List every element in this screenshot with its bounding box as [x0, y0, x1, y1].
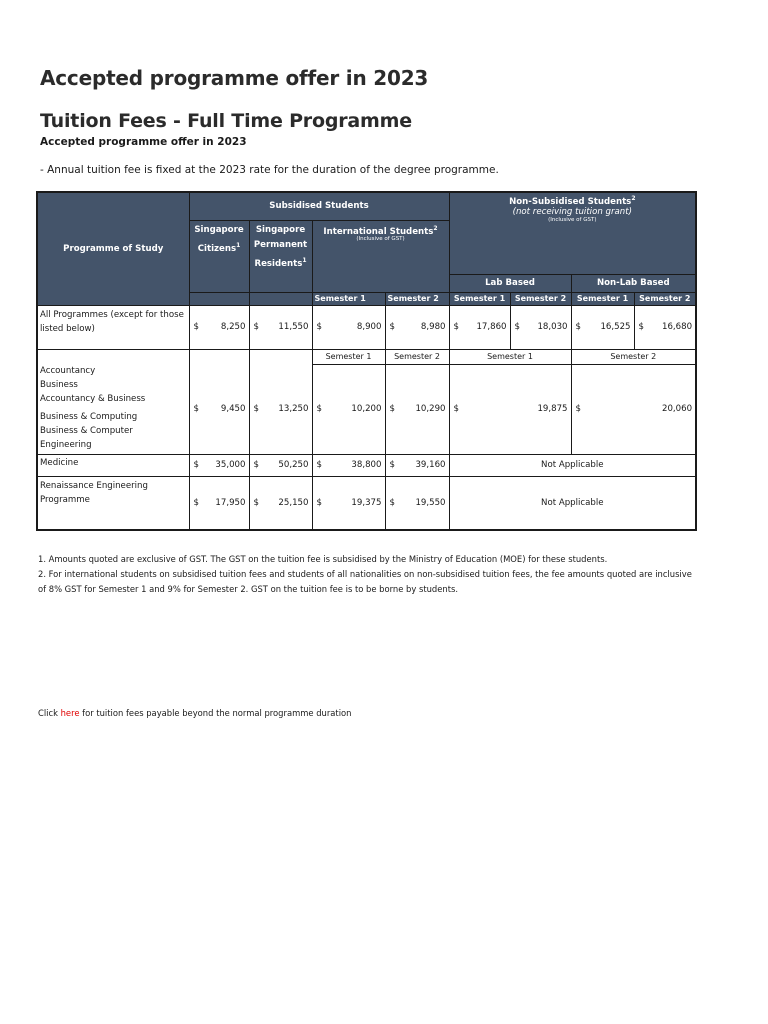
intl-sem1-fee: $ 38,800 — [312, 454, 385, 476]
not-applicable-cell: Not Applicable — [449, 454, 696, 476]
intl-sem1-fee: $ 10,200 — [312, 364, 385, 454]
nonlab-sem1-fee: $ 16,525 — [571, 305, 634, 349]
international-gst-note: (Inclusive of GST) — [356, 236, 405, 243]
table-row — [37, 454, 696, 476]
citizens-line2: Citizens — [197, 243, 237, 254]
lab-semester-1-header: Semester 1 — [449, 292, 510, 305]
lab-sem2-fee: $ 18,030 — [510, 305, 571, 349]
citizens-line1: Singapore — [194, 224, 244, 235]
intl-semester-2-label: Semester 2 — [385, 349, 449, 364]
pr-header — [249, 220, 312, 292]
footnote-marker: 1 — [236, 241, 241, 249]
click-prefix: Click — [38, 708, 61, 718]
citizens-fee: $ 17,950 — [189, 476, 249, 530]
table-row — [37, 476, 696, 530]
non-subsidised-note: (not receiving tuition grant) — [512, 206, 632, 217]
non-subsidised-students-header — [449, 192, 696, 274]
non-subsidised-gst-note: (Inclusive of GST) — [548, 216, 597, 223]
citizens-fee: $ 8,250 — [189, 305, 249, 349]
nonlab-semester-1-header: Semester 1 — [571, 292, 634, 305]
pr-line3: Residents — [254, 258, 303, 269]
footnote-marker: 2 — [433, 224, 438, 232]
intl-sem2-fee: $ 19,550 — [385, 476, 449, 530]
footnote-marker: 2 — [631, 195, 636, 202]
programme-name: Accountancy & Business — [40, 393, 146, 404]
click-suffix: for tuition fees payable beyond the normal programme duration — [79, 708, 352, 718]
programme-name: listed below) — [40, 323, 95, 334]
nonlab-semester-2-header: Semester 2 — [634, 292, 696, 305]
intl-sem1-fee: $ 8,900 — [312, 305, 385, 349]
intl-semester-2-header: Semester 2 — [385, 292, 449, 305]
programme-of-study-header: Programme of Study — [37, 192, 189, 305]
international-students-header — [312, 220, 449, 292]
nonsub-semester-1-label: Semester 1 — [449, 349, 571, 364]
intl-semester-1-header: Semester 1 — [312, 292, 385, 305]
section-subheading: Accepted programme offer in 2023 — [40, 136, 247, 148]
pr-fee: $ 50,250 — [249, 454, 312, 476]
not-applicable-cell: Not Applicable — [449, 476, 696, 530]
pr-line1: Singapore — [255, 224, 306, 235]
programme-name: Business & Computing — [40, 411, 138, 422]
footnote-1: 1. Amounts quoted are exclusive of GST. The GST on the tuition fee is subsidised by the Ministry of Education (MOE) for these students. — [38, 554, 608, 564]
lab-semester-2-header: Semester 2 — [510, 292, 571, 305]
programme-name: Business & Computer Engineering — [40, 425, 133, 450]
nonsub-sem1-fee: $ 19,875 — [449, 364, 571, 454]
table-row — [37, 305, 696, 349]
programme-name: Business — [40, 379, 78, 390]
tuition-fee-table — [36, 191, 697, 531]
programme-name: Programme — [40, 494, 90, 505]
intl-sem2-fee: $ 10,290 — [385, 364, 449, 454]
nonsub-sem2-fee: $ 20,060 — [571, 364, 696, 454]
programme-cell — [37, 349, 189, 454]
programme-name: Medicine — [40, 457, 79, 468]
intl-sem2-fee: $ 39,160 — [385, 454, 449, 476]
non-lab-based-header: Non-Lab Based — [571, 274, 696, 292]
citizens-fee: $ 9,450 — [189, 364, 249, 454]
pr-fee: $ 25,150 — [249, 476, 312, 530]
intl-semester-1-label: Semester 1 — [312, 349, 385, 364]
programme-name: All Programmes (except for those — [40, 309, 184, 320]
programme-cell — [37, 305, 189, 349]
section-title: Tuition Fees - Full Time Programme — [40, 110, 412, 132]
intl-sem2-fee: $ 8,980 — [385, 305, 449, 349]
beyond-duration-note — [38, 708, 351, 718]
citizens-fee: $ 35,000 — [189, 454, 249, 476]
intl-sem1-fee: $ 19,375 — [312, 476, 385, 530]
pr-fee: $ 11,550 — [249, 305, 312, 349]
here-link[interactable]: here — [60, 708, 80, 718]
non-subsidised-label: Non-Subsidised Students — [509, 196, 632, 207]
fee-note: - Annual tuition fee is fixed at the 2023 rate for the duration of the degree programme. — [40, 164, 499, 176]
nonsub-semester-2-label: Semester 2 — [571, 349, 696, 364]
pr-line2: Permanent — [253, 239, 308, 250]
footnote-2: 2. For international students on subsidised tuition fees and students of all nationalities on non-subsidised tuition fees, the fee amounts quoted are inclusive of 8% GST for Semester 1 and 9% for Semester 2. GST on the tuition fee is to be borne by students. — [38, 569, 692, 594]
citizens-header — [189, 220, 249, 292]
lab-sem1-fee: $ 17,860 — [449, 305, 510, 349]
lab-based-header: Lab Based — [449, 274, 571, 292]
nonlab-sem2-fee: $ 16,680 — [634, 305, 696, 349]
programme-name: Renaissance Engineering — [40, 480, 148, 491]
subsidised-students-header: Subsidised Students — [189, 192, 449, 220]
international-label: International Students — [323, 226, 434, 237]
page-title: Accepted programme offer in 2023 — [40, 66, 429, 90]
footnote-marker: 1 — [302, 256, 307, 264]
pr-fee: $ 13,250 — [249, 364, 312, 454]
programme-cell — [37, 476, 189, 530]
programme-cell — [37, 454, 189, 476]
programme-name: Accountancy — [40, 365, 96, 376]
